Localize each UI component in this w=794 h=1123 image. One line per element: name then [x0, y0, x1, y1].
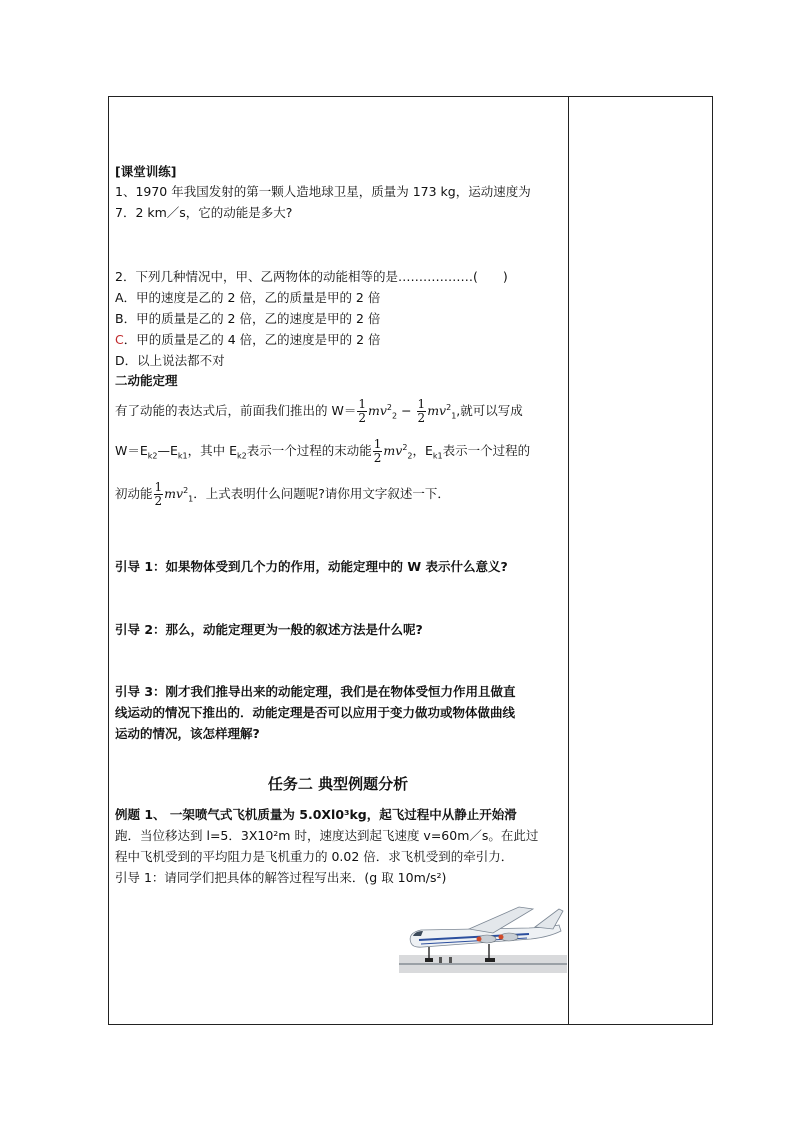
q2-option-d: D．以上说法都不对: [115, 353, 225, 368]
task2-title: 任务二 典型例题分析: [267, 775, 409, 793]
theorem-p1-end: ,就可以写成: [456, 403, 523, 419]
airplane-image: [399, 903, 567, 973]
q2-stem: 2．下列几种情况中，甲、乙两物体的动能相等的是………………( ): [115, 269, 508, 284]
q2-option-c: [115, 329, 381, 350]
q1-line1: 1、1970 年我国发射的第一颗人造地球卫星，质量为 173 kg，运动速度为: [115, 184, 531, 199]
fraction-half: $\frac{1}{2}$: [373, 437, 382, 466]
example-line1: 例题 1、 一架喷气式飞机质量为 5.0Xl0³kg，起飞过程中从静止开始滑: [115, 807, 517, 822]
guide-3-line2: 线运动的情况下推出的．动能定理是否可以应用于变力做功或物体做曲线: [115, 705, 516, 720]
column-divider: [568, 97, 569, 1024]
example-guide: 引导 1：请同学们把具体的解答过程写出来．(g 取 10m/s²): [115, 870, 447, 885]
practice-heading: [课堂训练]: [115, 164, 177, 179]
q2-option-a: A．甲的速度是乙的 2 倍，乙的质量是甲的 2 倍: [115, 290, 381, 305]
theorem-p1-start: 有了动能的表达式后，前面我们推出的 W＝: [115, 403, 357, 419]
example-line2: 跑．当位移达到 l=5．3X10²m 时，速度达到起飞速度 v=60m／s。在此过: [115, 828, 539, 843]
fraction-half: $\frac{1}{2}$: [358, 397, 366, 426]
guide-2: 引导 2：那么，动能定理更为一般的叙述方法是什么呢?: [115, 622, 423, 637]
mv-term: mv: [427, 403, 447, 419]
q2-option-b: B．甲的质量是乙的 2 倍，乙的速度是甲的 2 倍: [115, 311, 381, 326]
theorem-line3: 初动能 $\frac{1}{2}$ $mv^2_1$．上式表明什么问题呢?请你用文字叙述一下．: [115, 480, 450, 509]
option-c-letter: C: [115, 332, 124, 347]
guide-1: 引导 1：如果物体受到几个力的作用，动能定理中的 W 表示什么意义?: [115, 559, 508, 574]
q1-line2: 7．2 km／s，它的动能是多大?: [115, 205, 293, 220]
guide-3-line1: 引导 3：刚才我们推导出来的动能定理，我们是在物体受恒力作用且做直: [115, 684, 516, 699]
fraction-half: $\frac{1}{2}$: [417, 397, 426, 426]
theorem-line2: $W=E_{k2}—E_{k1}$，其中 $E_{k2}$表示一个过程的末动能 $\frac{1}{2}$ $mv^2_2$，$E_{k1}$表示一个过程的: [115, 437, 531, 466]
theorem-line1: 有了动能的表达式后，前面我们推出的 W＝ $\frac{1}{2}$ $mv^2_2$ − $\frac{1}{2}$ $mv^2_1$,就可以写成: [115, 397, 523, 426]
example-line3: 程中飞机受到的平均阻力是飞机重力的 0.02 倍．求飞机受到的牵引力．: [115, 849, 514, 864]
page-table: [108, 96, 713, 1025]
mv-term: mv: [367, 403, 387, 419]
theorem-heading: 二动能定理: [115, 373, 178, 388]
guide-3-line3: 运动的情况，该怎样理解?: [115, 726, 260, 741]
option-c-text: ．甲的质量是乙的 4 倍，乙的速度是甲的 2 倍: [123, 332, 381, 347]
fraction-half: $\frac{1}{2}$: [154, 480, 163, 509]
minus-sign: −: [401, 403, 412, 419]
